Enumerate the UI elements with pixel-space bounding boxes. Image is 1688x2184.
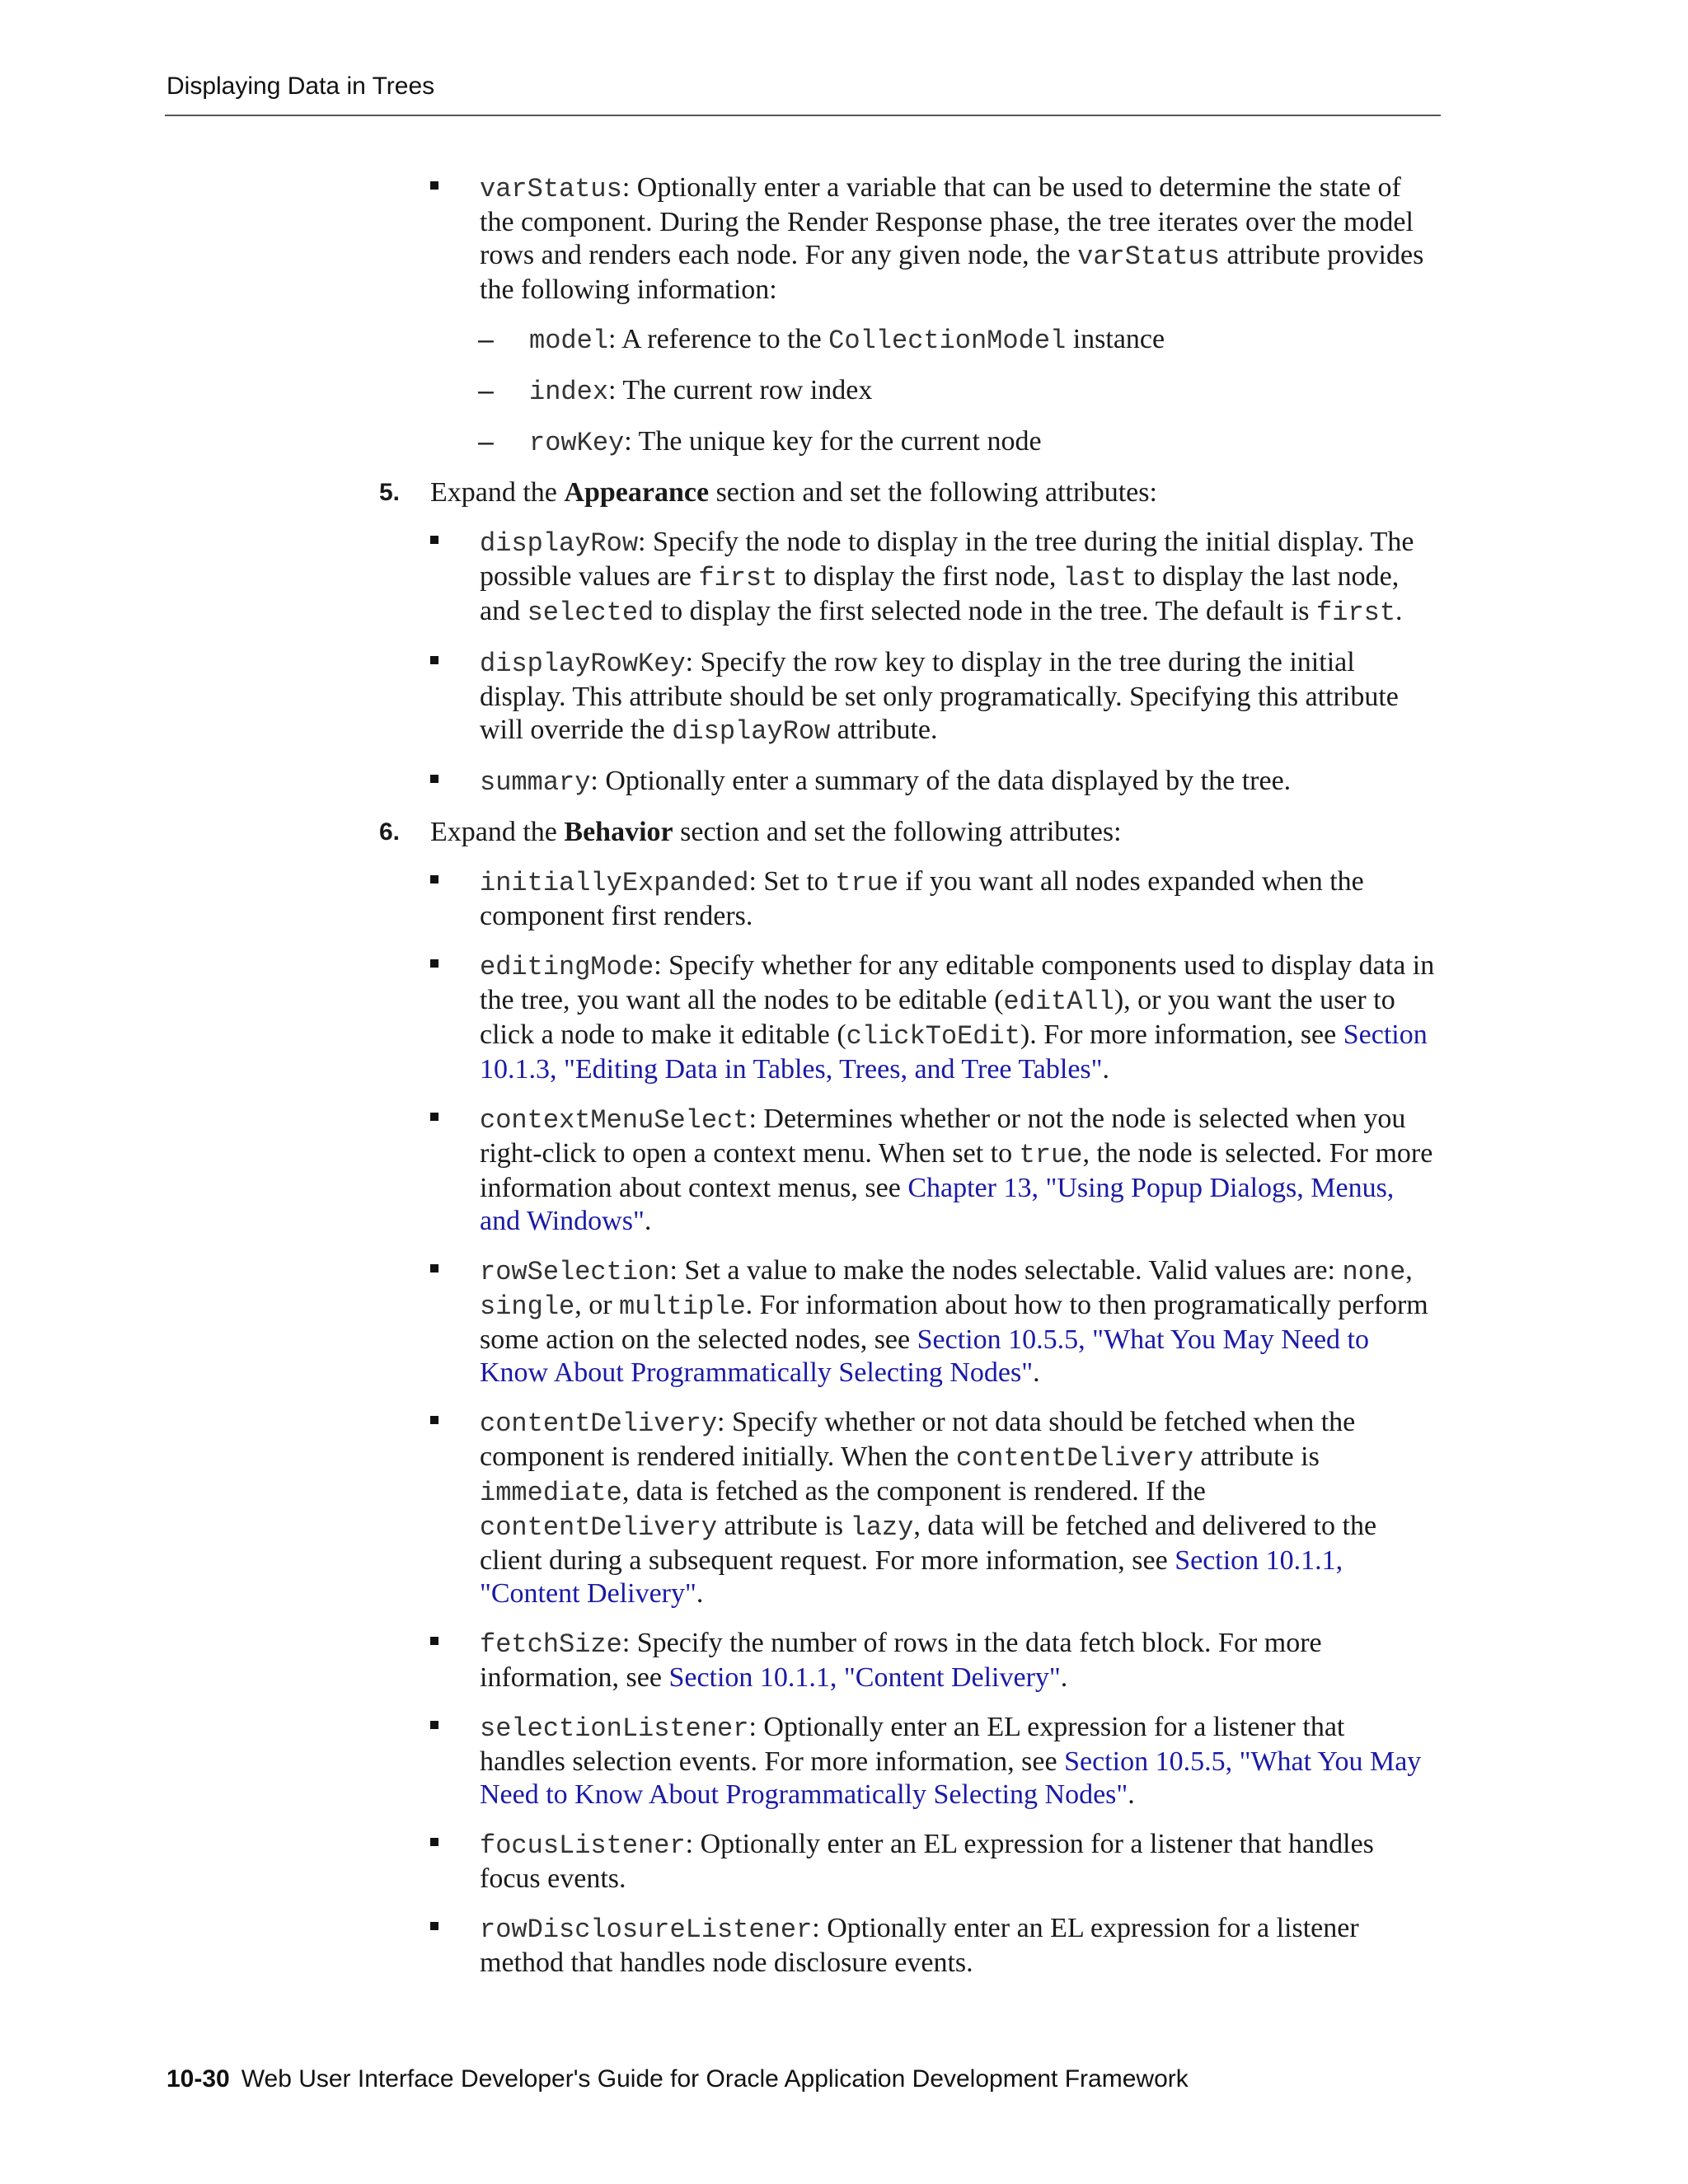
item-text: : Specify whether for any editable components used to display data in the tree, you want all the nodes to be editable (: [480, 950, 1435, 1015]
item-text: : Specify the row key to display in the tree during the initial display. This attribute should be set only programatically. Specifying this attribute will override the: [480, 647, 1399, 745]
square-bullet-icon: [430, 1721, 438, 1729]
item-text: .: [644, 1206, 652, 1236]
item-text: .: [1395, 596, 1403, 626]
sublist-item-rowkey: [0, 425, 1436, 460]
item-text: . For information about how to then programatically perform some action on the selected nodes, see: [480, 1290, 1428, 1355]
item-text: ). For more information, see: [1020, 1019, 1343, 1050]
item-text: .: [1060, 1662, 1068, 1693]
attr-code: rowKey: [529, 428, 625, 458]
cross-reference-link[interactable]: Section 10.1.1, "Content Delivery": [480, 1545, 1343, 1609]
attr-code: displayRow: [672, 716, 831, 747]
list-item-fetchsize: [0, 1627, 1436, 1694]
step-bold-term: Appearance: [564, 477, 710, 508]
square-bullet-icon: [430, 1416, 438, 1424]
step-text: section and set the following attributes:: [673, 817, 1122, 847]
item-text: : Optionally enter an EL expression for a listener that handles selection events. For more information, see: [480, 1712, 1345, 1777]
item-text: , data is fetched as the component is rendered. If the: [621, 1476, 1206, 1507]
item-text: : The current row index: [608, 375, 873, 405]
step-number: 5.: [379, 479, 401, 506]
value-code: none: [1342, 1257, 1406, 1287]
square-bullet-icon: [430, 536, 438, 544]
item-text: : Set a value to make the nodes selectable. Valid values are:: [669, 1255, 1343, 1286]
item-text: to display the first node,: [777, 561, 1063, 592]
attr-code: summary: [480, 767, 591, 798]
dash-bullet-icon: –: [478, 426, 494, 457]
list-item-initiallyexpanded: [0, 865, 1436, 933]
page-body: [0, 171, 1688, 1996]
item-text: , or: [574, 1290, 620, 1320]
list-item-rowselection: [0, 1254, 1436, 1390]
square-bullet-icon: [430, 656, 438, 664]
item-text: .: [1033, 1357, 1040, 1388]
attr-code: initiallyExpanded: [480, 868, 749, 898]
square-bullet-icon: [430, 1838, 438, 1846]
attr-code: CollectionModel: [828, 326, 1067, 356]
item-text: instance: [1066, 324, 1165, 354]
item-text: : Specify the node to display in the tree during the initial display. The possible values are: [480, 527, 1414, 592]
value-code: editAll: [1003, 987, 1114, 1017]
item-text: ), or you want the user to click a node to make it editable (: [480, 985, 1395, 1050]
value-code: selected: [527, 598, 654, 628]
attr-code: fetchSize: [480, 1629, 622, 1660]
value-code: first: [698, 563, 778, 593]
item-text: : Set to: [748, 866, 836, 897]
square-bullet-icon: [430, 959, 438, 968]
step-number: 6.: [379, 818, 401, 846]
item-text: : Specify whether or not data should be fetched when the component is rendered initially. When the: [480, 1407, 1356, 1472]
attr-code: rowDisclosureListener: [480, 1915, 813, 1945]
list-item-focuslistener: [0, 1828, 1436, 1896]
item-text: .: [1102, 1054, 1110, 1085]
step-bold-term: Behavior: [564, 817, 673, 847]
list-item-rowdisclosurelistener: [0, 1912, 1436, 1980]
item-text: : A reference to the: [608, 324, 829, 354]
cross-reference-link[interactable]: Section 10.5.5, "What You May Need to Know About Programmatically Selecting Nodes": [480, 1746, 1422, 1810]
item-text: .: [1128, 1779, 1135, 1810]
item-text: : Optionally enter an EL expression for a listener that handles focus events.: [480, 1829, 1374, 1894]
dash-bullet-icon: –: [478, 324, 494, 355]
value-code: immediate: [480, 1478, 622, 1508]
dash-bullet-icon: –: [478, 375, 494, 406]
list-item-displayrowkey: [0, 646, 1436, 748]
list-item-editingmode: [0, 949, 1436, 1086]
square-bullet-icon: [430, 181, 438, 190]
item-text: .: [696, 1578, 704, 1609]
header-divider: [165, 115, 1441, 116]
square-bullet-icon: [430, 1637, 438, 1645]
attr-code: contentDelivery: [955, 1443, 1193, 1474]
square-bullet-icon: [430, 1922, 438, 1930]
step-text: Expand the: [430, 477, 565, 508]
item-text: ,: [1405, 1255, 1413, 1286]
value-code: first: [1316, 598, 1396, 628]
cross-reference-link[interactable]: Section 10.5.5, "What You May Need to Know About Programmatically Selecting Nodes": [480, 1324, 1369, 1388]
item-text: : Optionally enter a variable that can be used to determine the state of the component. During the Render Response phase, the tree iterates over the model rows and renders each node. For any given node, the: [480, 172, 1414, 270]
square-bullet-icon: [430, 875, 438, 883]
item-text: if you want all nodes expanded when the component first renders.: [480, 866, 1364, 931]
square-bullet-icon: [430, 1264, 438, 1272]
value-code: true: [835, 868, 899, 898]
page-footer: [166, 2065, 1189, 2093]
value-code: multiple: [619, 1291, 746, 1322]
attr-code: displayRowKey: [480, 649, 686, 679]
item-text: attribute.: [830, 715, 938, 745]
list-item-varstatus: [0, 171, 1436, 307]
attr-code: contextMenuSelect: [480, 1105, 749, 1136]
attr-code: focusListener: [480, 1830, 686, 1861]
attr-code: editingMode: [480, 952, 654, 982]
value-code: last: [1062, 563, 1127, 593]
value-code: lazy: [850, 1512, 914, 1543]
attr-code: varStatus: [480, 174, 622, 204]
cross-reference-link[interactable]: Section 10.1.1, "Content Delivery": [668, 1662, 1061, 1693]
cross-reference-link[interactable]: Section 10.1.3, "Editing Data in Tables, Trees, and Tree Tables": [480, 1019, 1428, 1085]
attr-code: index: [529, 377, 609, 407]
step-5: [0, 476, 1436, 509]
attr-code: displayRow: [480, 528, 639, 559]
item-text: attribute is: [1193, 1441, 1320, 1472]
item-text: to display the last node, and: [480, 561, 1400, 626]
list-item-contextmenuselect: [0, 1103, 1436, 1238]
item-text: attribute is: [717, 1511, 851, 1541]
list-item-selectionlistener: [0, 1711, 1436, 1811]
cross-reference-link[interactable]: Chapter 13, "Using Popup Dialogs, Menus, and Windows": [480, 1173, 1395, 1236]
value-code: single: [480, 1291, 575, 1322]
item-text: : Optionally enter a summary of the data displayed by the tree.: [590, 766, 1292, 796]
square-bullet-icon: [430, 775, 438, 783]
list-item-contentdelivery: [0, 1406, 1436, 1610]
item-text: : Specify the number of rows in the data fetch block. For more information, see: [480, 1628, 1322, 1693]
book-title: Web User Interface Developer's Guide for Oracle Application Development Framework: [241, 2065, 1189, 2093]
attr-code: contentDelivery: [480, 1408, 718, 1439]
item-text: : Optionally enter an EL expression for a listener method that handles node disclosure events.: [480, 1913, 1359, 1978]
item-text: : The unique key for the current node: [624, 426, 1042, 457]
value-code: true: [1019, 1140, 1083, 1170]
sublist-item-index: [0, 374, 1436, 409]
item-text: attribute provides the following information:: [480, 240, 1424, 305]
running-header: Displaying Data in Trees: [166, 73, 435, 100]
step-text: Expand the: [430, 817, 565, 847]
item-text: , the node is selected. For more information about context menus, see: [480, 1138, 1433, 1203]
square-bullet-icon: [430, 1113, 438, 1121]
attr-code: contentDelivery: [480, 1512, 718, 1543]
item-text: to display the first selected node in the tree. The default is: [654, 596, 1317, 626]
attr-code: model: [529, 326, 609, 356]
list-item-summary: [0, 765, 1436, 799]
step-text: section and set the following attributes:: [709, 477, 1157, 508]
item-text: : Determines whether or not the node is selected when you right-click to open a context menu. When set to: [480, 1104, 1406, 1169]
attr-code: selectionListener: [480, 1713, 749, 1744]
list-item-displayrow: [0, 526, 1436, 630]
step-6: [0, 816, 1436, 849]
sublist-item-model: [0, 323, 1436, 358]
attr-code: rowSelection: [480, 1257, 670, 1287]
attr-code: varStatus: [1077, 241, 1220, 272]
item-text: , data will be fetched and delivered to the client during a subsequent request. For more information, see: [480, 1511, 1377, 1576]
page-number: 10-30: [166, 2065, 230, 2093]
value-code: clickToEdit: [846, 1021, 1020, 1052]
